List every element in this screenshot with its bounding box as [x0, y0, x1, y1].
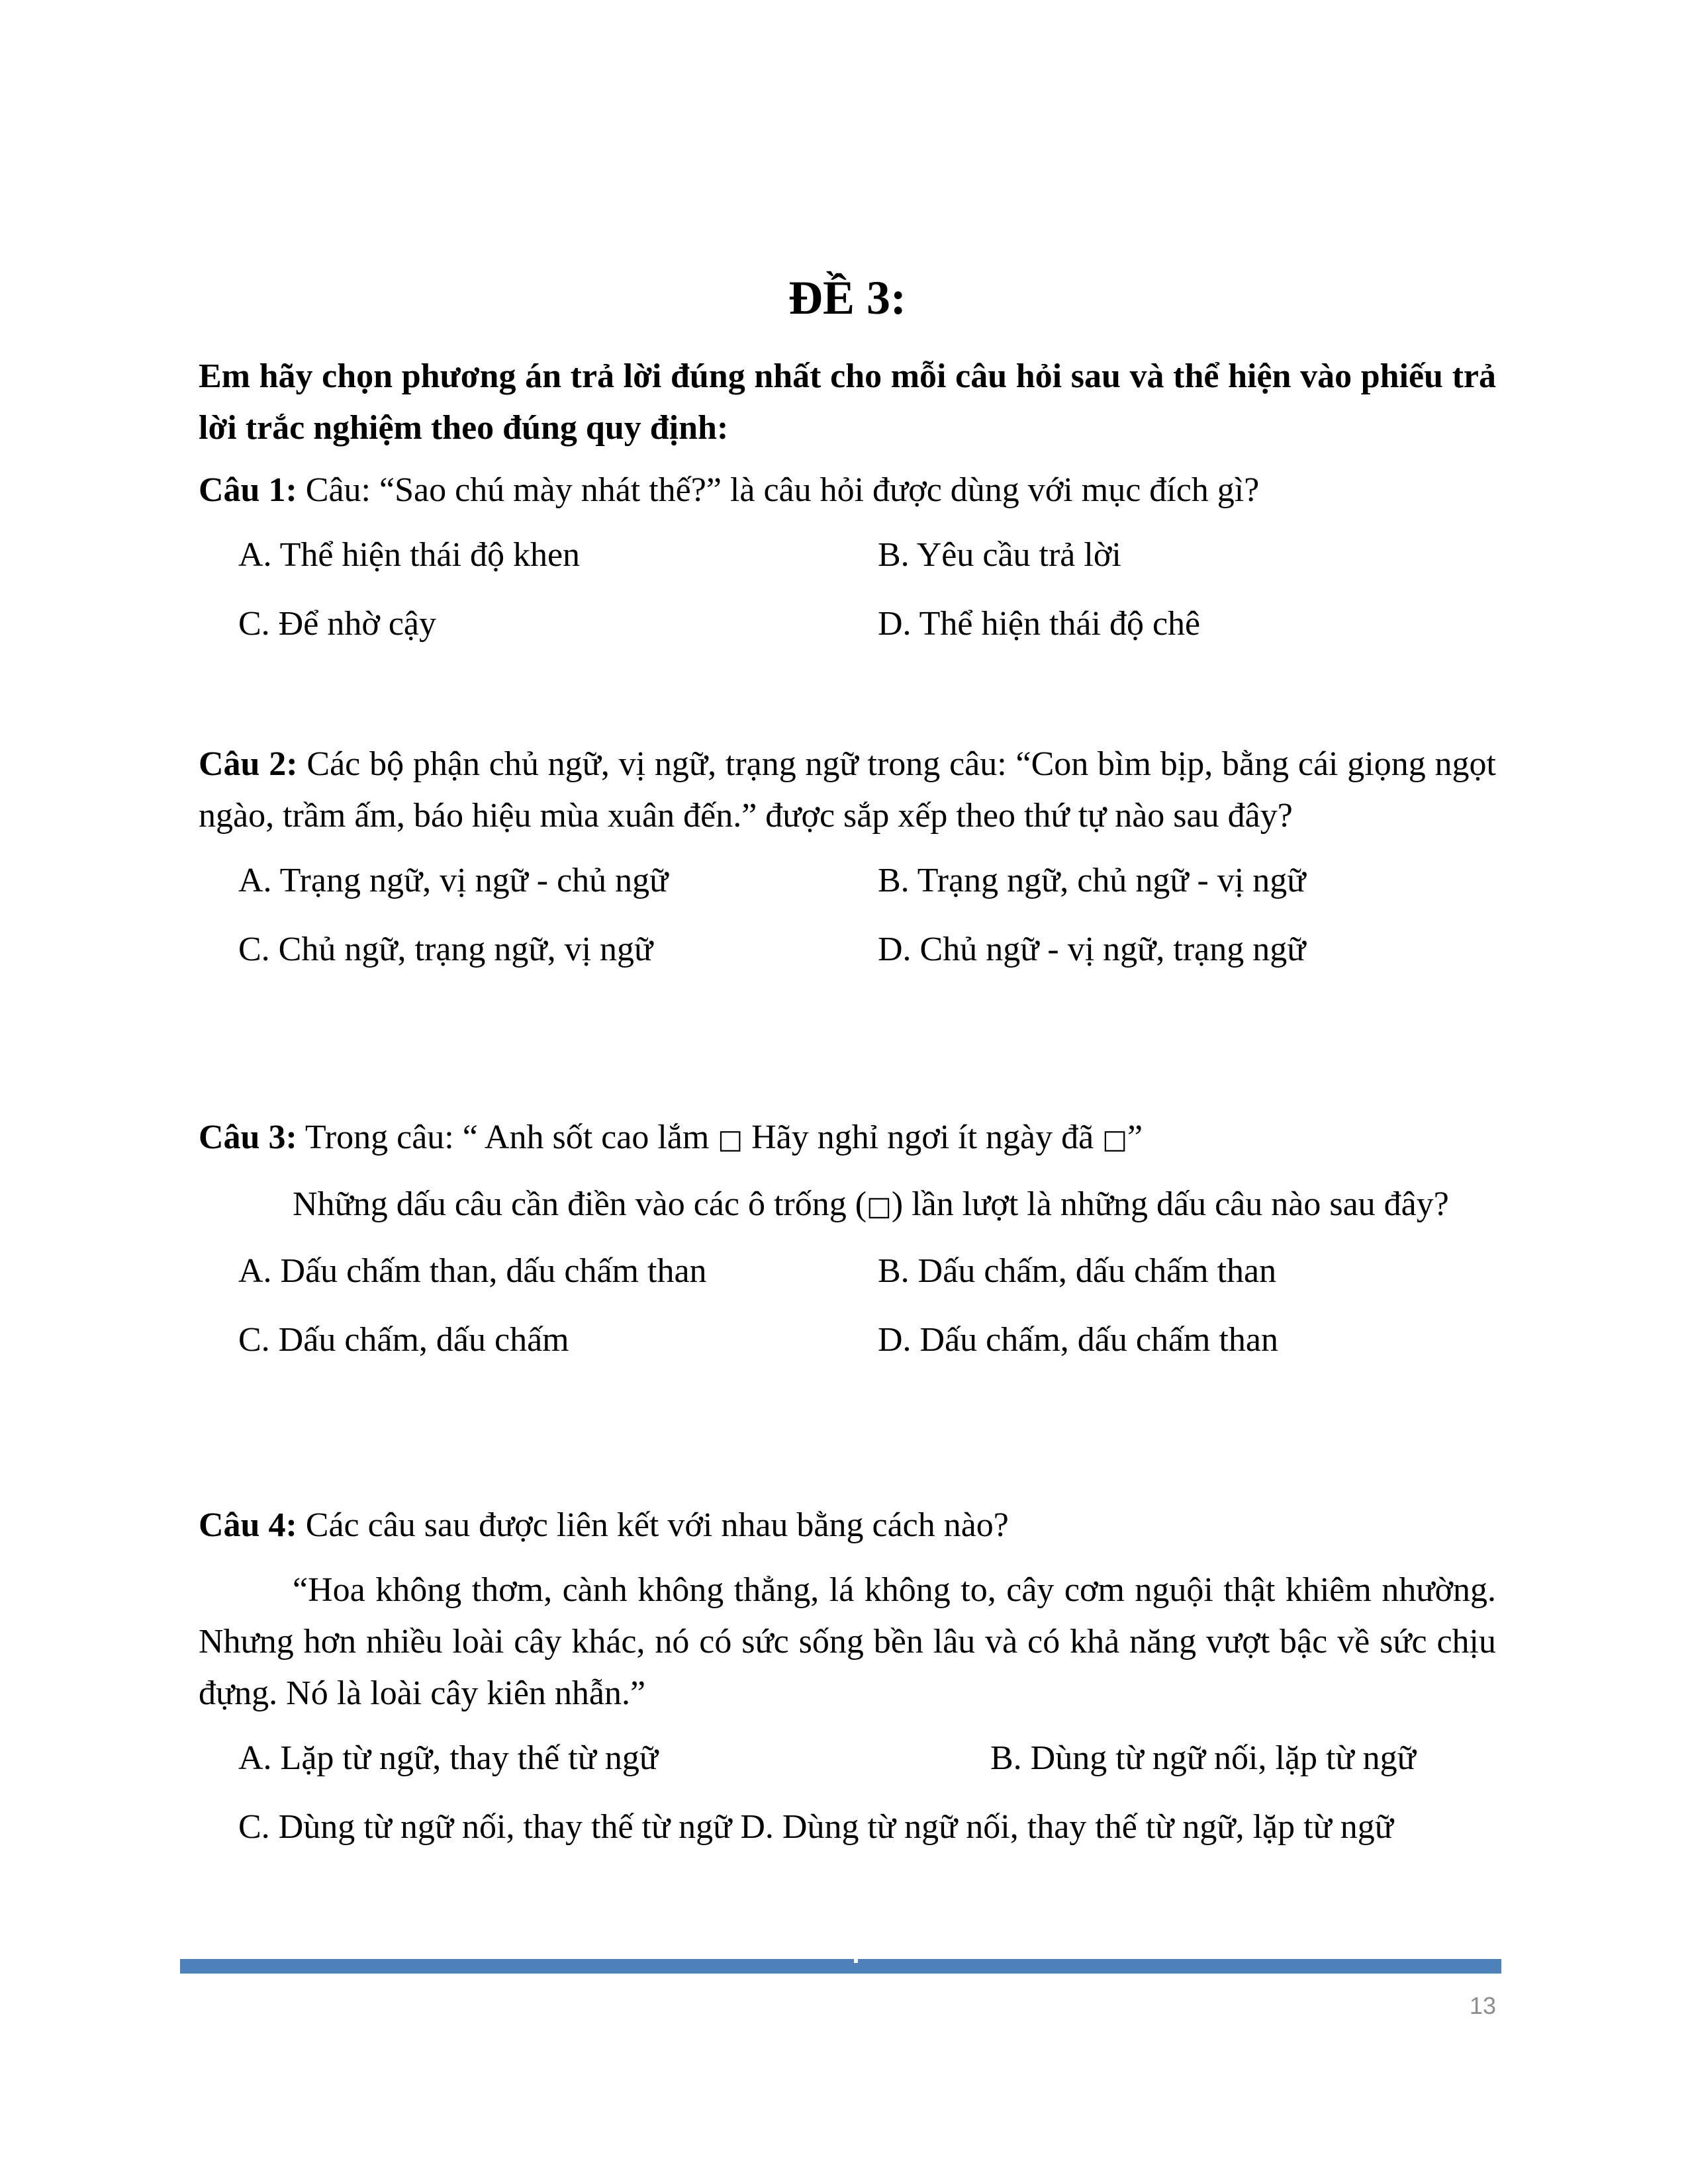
- question-1-option-a[interactable]: A. Thể hiện thái độ khen: [238, 536, 581, 574]
- question-2-options-row-1: [199, 855, 1496, 924]
- blank-box-icon: □: [867, 1191, 892, 1222]
- question-2-text: Các bộ phận chủ ngữ, vị ngữ, trạng ngữ trong câu: “Con bìm bịp, bằng cái giọng ngọt ngào, trầm ấm, báo hiệu mùa xuân đến.” được sắp xếp theo thứ tự nào sau đây?: [199, 745, 1497, 835]
- question-3-options-row-2: [199, 1314, 1496, 1383]
- blank-box-icon: □: [718, 1124, 743, 1155]
- footer-divider: [180, 1959, 1501, 1974]
- question-3-text-mid: Hãy nghỉ ngơi ít ngày đã: [743, 1118, 1103, 1156]
- question-1-label: Câu 1:: [199, 471, 297, 509]
- question-1-option-c[interactable]: C. Để nhờ cậy: [238, 605, 436, 643]
- question-3-label: Câu 3:: [199, 1118, 297, 1156]
- question-3-option-c[interactable]: C. Dấu chấm, dấu chấm: [238, 1321, 569, 1359]
- blank-box-icon: □: [1102, 1124, 1127, 1155]
- question-4-options-row-2: [238, 1801, 1496, 1853]
- question-1-options-row-1: [199, 529, 1496, 598]
- question-1-stem: [199, 465, 1496, 516]
- question-1: [199, 465, 1496, 667]
- exam-title: ĐỀ 3:: [788, 271, 906, 324]
- question-3-subquestion: [199, 1179, 1496, 1232]
- question-4-option-b[interactable]: B. Dùng từ ngữ nối, lặp từ ngữ: [990, 1739, 1416, 1777]
- question-2-options-row-2: [199, 924, 1496, 993]
- question-4-option-c[interactable]: C. Dùng từ ngữ nối, thay thế từ ngữ: [238, 1808, 732, 1846]
- question-3-options-row-1: [199, 1246, 1496, 1314]
- question-2-stem: [199, 739, 1496, 842]
- question-4-passage: “Hoa không thơm, cành không thẳng, lá không to, cây cơm nguội thật khiêm nhường. Nhưng hơn nhiều loài cây khác, nó có sức sống bền lâu và có khả năng vượt bậc về sức chịu đựng. Nó là loài cây kiên nhẫn.”: [199, 1571, 1496, 1712]
- question-3-stem: [199, 1112, 1496, 1165]
- question-3-sub-after: ) lần lượt là những dấu câu nào sau đây?: [891, 1185, 1449, 1223]
- question-3-text-after: ”: [1127, 1118, 1143, 1156]
- question-2-option-c[interactable]: C. Chủ ngữ, trạng ngữ, vị ngữ: [238, 931, 653, 968]
- question-3-option-b[interactable]: B. Dấu chấm, dấu chấm than: [878, 1252, 1277, 1290]
- question-2: [199, 739, 1496, 993]
- question-2-label: Câu 2:: [199, 745, 298, 783]
- question-3-text-before: Trong câu: “ Anh sốt cao lắm: [297, 1118, 718, 1156]
- question-4-option-d[interactable]: D. Dùng từ ngữ nối, thay thế từ ngữ, lặp từ ngữ: [740, 1808, 1393, 1846]
- question-2-option-d[interactable]: D. Chủ ngữ - vị ngữ, trạng ngữ: [878, 931, 1306, 968]
- question-3-sub-before: Những dấu câu cần điền vào các ô trống (: [293, 1185, 867, 1223]
- instructions: Em hãy chọn phương án trả lời đúng nhất cho mỗi câu hỏi sau và thể hiện vào phiếu trả lời trắc nghiệm theo đúng quy định:: [199, 357, 1496, 447]
- question-2-option-a[interactable]: A. Trạng ngữ, vị ngữ - chủ ngữ: [238, 862, 669, 899]
- page-number: 13: [1469, 1992, 1496, 2019]
- question-1-text: Câu: “Sao chú mày nhát thế?” là câu hỏi được dùng với mục đích gì?: [297, 471, 1260, 509]
- question-4-text: Các câu sau được liên kết với nhau bằng cách nào?: [297, 1506, 1009, 1544]
- question-4: [199, 1500, 1496, 1853]
- question-4-label: Câu 4:: [199, 1506, 297, 1544]
- question-3: [199, 1112, 1496, 1383]
- question-4-options-row-1: [199, 1733, 1496, 1801]
- footer-divider-notch: [854, 1959, 858, 1963]
- question-1-option-d[interactable]: D. Thể hiện thái độ chê: [878, 605, 1201, 643]
- question-3-option-d[interactable]: D. Dấu chấm, dấu chấm than: [878, 1321, 1279, 1359]
- question-3-option-a[interactable]: A. Dấu chấm than, dấu chấm than: [238, 1252, 707, 1290]
- question-4-stem: [199, 1500, 1496, 1551]
- question-1-options-row-2: [199, 598, 1496, 667]
- question-1-option-b[interactable]: B. Yêu cầu trả lời: [878, 536, 1121, 574]
- question-2-option-b[interactable]: B. Trạng ngữ, chủ ngữ - vị ngữ: [878, 862, 1306, 899]
- question-4-option-a[interactable]: A. Lặp từ ngữ, thay thế từ ngữ: [238, 1739, 659, 1777]
